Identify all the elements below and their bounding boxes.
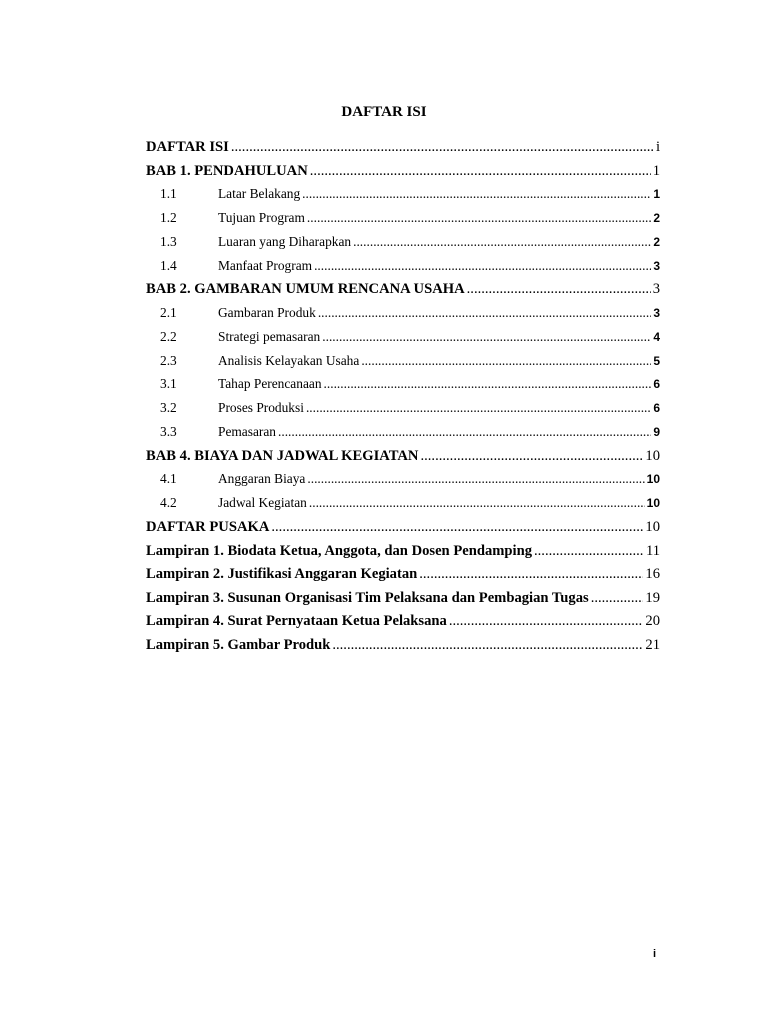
toc-entry-chapter bbox=[146, 163, 660, 187]
toc-entry-page: 1 bbox=[652, 162, 660, 179]
toc-entry-page: 6 bbox=[653, 401, 660, 416]
toc-entry-page: 10 bbox=[645, 518, 660, 535]
toc-entry-section bbox=[146, 210, 660, 234]
toc-dot-leader bbox=[351, 234, 651, 250]
document-title: DAFTAR ISI bbox=[341, 104, 427, 120]
toc-dot-leader bbox=[359, 353, 651, 369]
toc-entry-label: Lampiran 3. Susunan Organisasi Tim Pelaksana dan Pembagian Tugas bbox=[146, 589, 589, 606]
toc-entry-label: Analisis Kelayakan Usaha bbox=[218, 352, 360, 368]
toc-entry-page: 9 bbox=[653, 424, 660, 439]
toc-entry-label: Luaran yang Diharapkan bbox=[218, 233, 352, 249]
toc-entry-number: 1.3 bbox=[160, 233, 177, 249]
toc-entry-number: 2.3 bbox=[160, 352, 177, 368]
toc-entry-section bbox=[146, 186, 660, 210]
toc-dot-leader bbox=[316, 305, 652, 321]
toc-entry-number: 1.4 bbox=[160, 257, 177, 273]
toc-entry-chapter bbox=[146, 637, 660, 661]
toc-entry-label: Anggaran Biaya bbox=[218, 471, 306, 487]
toc-dot-leader bbox=[308, 163, 651, 180]
toc-dot-leader bbox=[229, 139, 654, 156]
toc-entry-number: 4.1 bbox=[160, 471, 177, 487]
table-of-contents bbox=[146, 139, 660, 661]
toc-dot-leader bbox=[465, 281, 651, 298]
toc-entry-page: 4 bbox=[653, 329, 660, 344]
toc-entry-section bbox=[146, 305, 660, 329]
toc-entry-page: 10 bbox=[645, 447, 660, 464]
toc-entry-label: Proses Produksi bbox=[218, 400, 304, 416]
toc-dot-leader bbox=[300, 186, 651, 202]
toc-entry-number: 1.1 bbox=[160, 186, 177, 202]
toc-dot-leader bbox=[305, 210, 651, 226]
toc-entry-section bbox=[146, 234, 660, 258]
toc-entry-chapter bbox=[146, 590, 660, 614]
toc-entry-label: Gambaran Produk bbox=[218, 304, 316, 320]
toc-entry-page: 11 bbox=[645, 542, 660, 559]
toc-entry-section bbox=[146, 424, 660, 448]
toc-entry-label: BAB 2. GAMBARAN UMUM RENCANA USAHA bbox=[146, 281, 465, 298]
toc-dot-leader bbox=[307, 495, 645, 511]
toc-entry-label: Tahap Perencanaan bbox=[218, 376, 322, 392]
toc-entry-page: 10 bbox=[646, 496, 660, 511]
toc-entry-label: BAB 1. PENDAHULUAN bbox=[146, 162, 308, 179]
toc-entry-number: 1.2 bbox=[160, 209, 177, 225]
toc-entry-label: Pemasaran bbox=[218, 423, 277, 439]
toc-dot-leader bbox=[305, 471, 644, 487]
toc-dot-leader bbox=[312, 258, 651, 274]
toc-entry-chapter bbox=[146, 613, 660, 637]
toc-entry-page: 16 bbox=[645, 566, 660, 583]
toc-entry-page: 6 bbox=[653, 377, 660, 392]
toc-entry-label: BAB 4. BIAYA DAN JADWAL KEGIATAN bbox=[146, 447, 419, 464]
toc-dot-leader bbox=[276, 424, 651, 440]
toc-dot-leader bbox=[322, 376, 652, 392]
toc-entry-chapter bbox=[146, 139, 660, 163]
toc-entry-section bbox=[146, 258, 660, 282]
toc-entry-page: 2 bbox=[653, 234, 660, 249]
toc-entry-label: Manfaat Program bbox=[218, 257, 313, 273]
toc-entry-page: 19 bbox=[645, 589, 660, 606]
toc-entry-number: 3.1 bbox=[160, 376, 177, 392]
toc-entry-number: 2.1 bbox=[160, 304, 177, 320]
toc-entry-label: Tujuan Program bbox=[218, 209, 305, 225]
toc-entry-chapter bbox=[146, 281, 660, 305]
toc-entry-page: 3 bbox=[652, 281, 660, 298]
toc-entry-chapter bbox=[146, 448, 660, 472]
page-number: i bbox=[653, 948, 657, 960]
toc-dot-leader bbox=[304, 400, 651, 416]
toc-dot-leader bbox=[418, 448, 643, 465]
toc-entry-section bbox=[146, 400, 660, 424]
toc-entry-chapter bbox=[146, 519, 660, 543]
toc-entry-section bbox=[146, 353, 660, 377]
toc-entry-label: Latar Belakang bbox=[218, 186, 301, 202]
toc-entry-number: 2.2 bbox=[160, 328, 177, 344]
toc-dot-leader bbox=[589, 590, 644, 607]
toc-entry-chapter bbox=[146, 566, 660, 590]
toc-entry-label: Lampiran 4. Surat Pernyataan Ketua Pelaksana bbox=[146, 613, 447, 630]
toc-entry-label: DAFTAR PUSAKA bbox=[146, 518, 270, 535]
toc-dot-leader bbox=[320, 329, 651, 345]
toc-entry-label: DAFTAR ISI bbox=[146, 139, 229, 155]
toc-entry-page: 20 bbox=[645, 613, 660, 630]
toc-entry-section bbox=[146, 376, 660, 400]
toc-entry-page: 2 bbox=[653, 210, 660, 225]
toc-entry-number: 3.3 bbox=[160, 423, 177, 439]
toc-entry-label: Strategi pemasaran bbox=[218, 328, 321, 344]
toc-entry-page: i bbox=[655, 139, 660, 155]
toc-entry-page: 1 bbox=[653, 187, 660, 202]
toc-dot-leader bbox=[269, 519, 643, 536]
toc-entry-number: 3.2 bbox=[160, 400, 177, 416]
toc-entry-page: 5 bbox=[653, 353, 660, 368]
toc-dot-leader bbox=[447, 613, 644, 630]
toc-entry-page: 10 bbox=[646, 472, 660, 487]
toc-entry-chapter bbox=[146, 543, 660, 567]
toc-entry-page: 3 bbox=[653, 305, 660, 320]
toc-entry-section bbox=[146, 495, 660, 519]
toc-entry-page: 3 bbox=[653, 258, 660, 273]
toc-entry-number: 4.2 bbox=[160, 495, 177, 511]
toc-entry-label: Lampiran 1. Biodata Ketua, Anggota, dan Dosen Pendamping bbox=[146, 542, 532, 559]
toc-dot-leader bbox=[330, 637, 643, 654]
toc-entry-section bbox=[146, 471, 660, 495]
toc-entry-label: Lampiran 5. Gambar Produk bbox=[146, 636, 331, 653]
toc-entry-label: Jadwal Kegiatan bbox=[218, 495, 307, 511]
toc-dot-leader bbox=[417, 566, 643, 583]
toc-entry-section bbox=[146, 329, 660, 353]
toc-entry-page: 21 bbox=[645, 636, 660, 653]
toc-dot-leader bbox=[532, 543, 644, 560]
toc-entry-label: Lampiran 2. Justifikasi Anggaran Kegiatan bbox=[146, 566, 418, 583]
